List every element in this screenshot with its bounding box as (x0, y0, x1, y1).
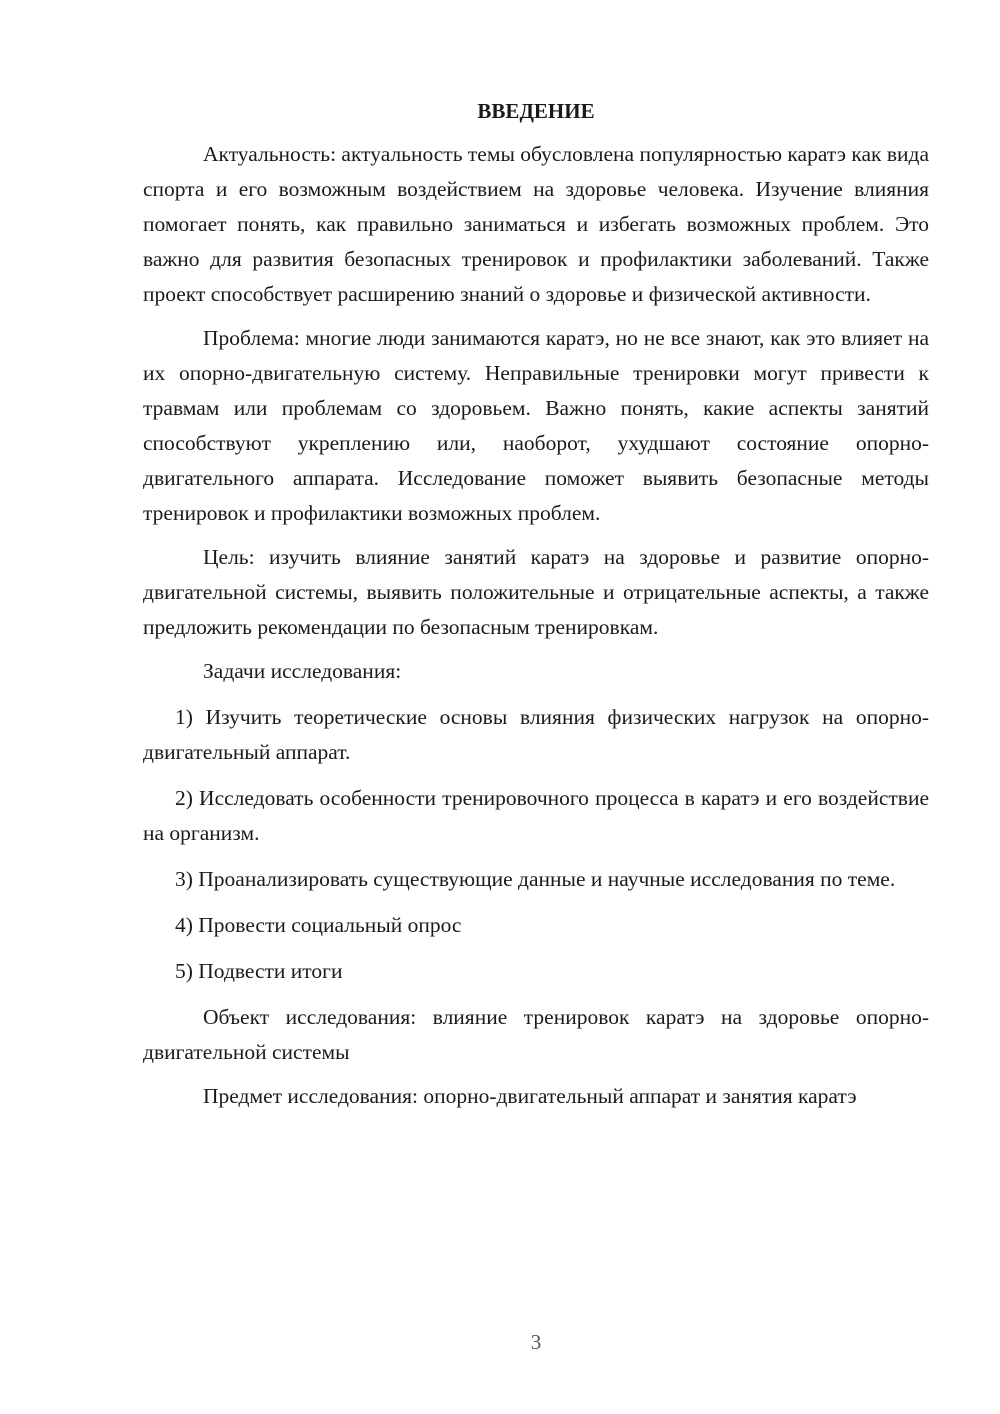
page-content (143, 94, 929, 1123)
research-object-paragraph: Объект исследования: влияние тренировок каратэ на здоровье опорно-двигательной системы (143, 1005, 929, 1064)
goal-paragraph: Цель: изучить влияние занятий каратэ на здоровье и развитие опорно-двигательной системы, выявить положительные и отрицательные аспекты, а также предложить рекомендации по безопасным тренировкам. (143, 545, 929, 639)
relevance-paragraph: Актуальность: актуальность темы обусловлена популярностью каратэ как вида спорта и его возможным воздействием на здоровье человека. Изучение влияния помогает понять, как правильно заниматься и избегать возможных проблем. Это важно для развития безопасных тренировок и профилактики заболеваний. Также проект способствует расширению знаний о здоровье и физической активности. (143, 142, 929, 306)
tasks-heading: Задачи исследования: (203, 659, 402, 683)
page-number: 3 (530, 1330, 542, 1354)
task-item-5: 5) Подвести итоги (175, 959, 343, 983)
research-subject-paragraph: Предмет исследования: опорно-двигательный аппарат и занятия каратэ (203, 1084, 857, 1108)
task-item-3: 3) Проанализировать существующие данные и научные исследования по теме. (175, 867, 896, 891)
problem-paragraph: Проблема: многие люди занимаются каратэ, но не все знают, как это влияет на их опорно-двигательную систему. Неправильные тренировки могут привести к травмам или проблемам со здоровьем. Важно понять, какие аспекты занятий способствуют укреплению или, наоборот, ухудшают состояние опорно-двигательного аппарата. Исследование поможет выявить безопасные методы тренировок и профилактики возможных проблем. (143, 326, 929, 525)
task-item-1: 1) Изучить теоретические основы влияния физических нагрузок на опорно-двигательный аппарат. (143, 705, 929, 764)
task-item-4: 4) Провести социальный опрос (175, 913, 462, 937)
task-item-2: 2) Исследовать особенности тренировочного процесса в каратэ и его воздействие на организм. (143, 786, 929, 845)
section-title: ВВЕДЕНИЕ (477, 99, 595, 123)
